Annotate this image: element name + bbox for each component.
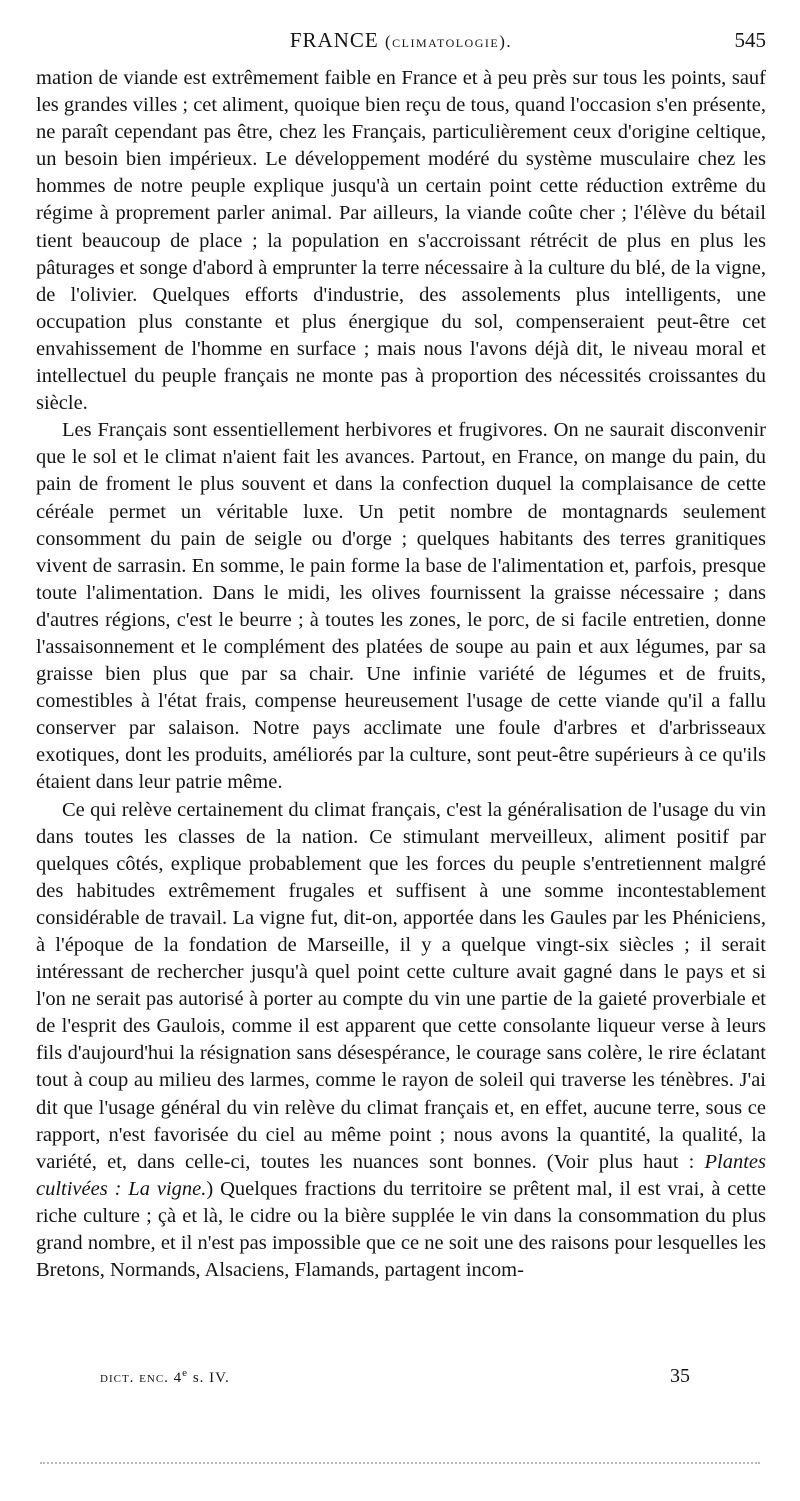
series-number: 4 — [173, 1370, 183, 1386]
paragraph-text: mation de viande est extrêmement faible en France et à peu près sur tous les points, sauf les grandes villes ; cet aliment, quoique bien reçu de tous, quand l'occasion s'en présente, ne paraît cependant pas être, chez les Français, particulièrement ceux d'origine celtique, un besoin bien impérieux. Le développement modéré du système musculaire chez les hommes de notre peuple explique jusqu'à un certain point cette réduction extrême du régime à proprement parler animal. Par ailleurs, la viande coûte cher ; l'élève du bétail tient beaucoup de place ; la population en s'accroissant rétrécit de plus en plus les pâturages et songe d'abord à emprunter la terre nécessaire à la culture du blé, de la vigne, de l'olivier. Quelques efforts d'industrie, des assolements plus intelligents, une occupation plus constante et plus énergique du sol, compenseraient peut-être cet envahissement de l'homme en surface ; mais nous l'avons déjà dit, le niveau moral et intellectuel du peuple français ne monte pas à proportion des nécessités croissantes du siècle. — [36, 67, 766, 415]
paragraph — [36, 65, 766, 417]
bleed-through-line — [40, 1462, 760, 1466]
paragraph-text: Ce qui relève certainement du climat français, c'est la généralisation de l'usage du vin dans toutes les classes de la nation. Ce stimulant merveilleux, aliment positif par quelques côtés, explique probablement que les forces du peuple s'entretiennent malgré des habitudes extrêmement frugales et suffisent à une somme incontestablement considérable de travail. La vigne fut, dit-on, apportée dans les Gaules par les Phéniciens, à l'époque de la fondation de Marseille, il y a quelque vingt-six siècles ; il serait intéressant de rechercher jusqu'à quel point cette culture avait gagné dans le pays et si l'on ne serait pas autorisé à porter au compte du vin une partie de la gaieté proverbiale et de l'esprit des Gaulois, comme il est apparent que cette consolante liqueur verse à leurs fils d'aujourd'hui la résignation sans désespérance, le courage sans colère, le rire éclatant tout à coup au milieu des larmes, comme le rayon de soleil qui traverse les ténèbres. J'ai dit que l'usage général du vin relève du climat français et, en effet, aucune terre, sous ce rapport, n'est favorisée du ciel au même point ; nous avons la quantité, la qualité, la variété, et, dans celle-ci, toutes les nuances sont bonnes. (Voir plus haut : — [36, 798, 766, 1173]
series-sup: e — [182, 1367, 189, 1379]
signature-number: 35 — [670, 1365, 690, 1387]
paragraph-text: ) Quelques fractions du territoire se prêtent mal, il est vrai, à cette riche culture ; çà et là, le cidre ou la bière supplée le vin dans la consommation du plus grand nombre, et il n'est pas impossible que ce ne soit une des raisons pour lesquelles les Bretons, Normands, Alsaciens, Flamands, partagent incom- — [36, 1177, 766, 1282]
paragraph — [36, 797, 766, 1285]
paragraph-text: Les Français sont essentiellement herbivores et frugivores. On ne saurait disconvenir que le sol et le climat n'aient fait les avances. Partout, en France, on mange du pain, du pain de froment le plus souvent et dans la confection duquel la complaisance de cette céréale permet un véritable luxe. Un petit nombre de montagnards seulement consomment du pain de seigle ou d'orge ; quelques habitants des terres granitiques vivent de sarrasin. En somme, le pain forme la base de l'alimentation et, parfois, presque toute l'alimentation. Dans le midi, les olives fournissent la graisse nécessaire ; dans d'autres régions, c'est le beurre ; à toutes les zones, le porc, de si facile entretien, donne l'assaisonnement et le complément des platées de soupe au pain et aux légumes, par sa graisse bien plus que par sa chair. Une infinie variété de légumes et de fruits, comestibles à l'état frais, compense heureusement l'usage de cette viande qu'il a fallu conserver par salaison. Notre pays acclimate une foule d'arbres et d'arbrisseaux exotiques, dont les produits, améliorés par la culture, sont peut-être supérieurs à ce qu'ils étaient dans leur patrie même. — [36, 419, 766, 794]
paragraph — [36, 417, 766, 796]
series-label: s. — [192, 1370, 205, 1386]
running-title — [36, 28, 766, 53]
page-footer — [100, 1365, 690, 1393]
running-title-main: FRANCE — [289, 28, 379, 52]
volume-number: IV. — [209, 1370, 230, 1386]
page-number: 545 — [734, 28, 766, 52]
running-head — [36, 28, 766, 58]
running-title-sub: (climatologie). — [384, 32, 513, 51]
printer-signature — [100, 1367, 230, 1387]
italic-reference: Plantes cultivées : La vigne. — [36, 1150, 766, 1200]
signature-abbrev: dict. enc. — [100, 1370, 169, 1386]
body-text — [36, 65, 766, 1284]
